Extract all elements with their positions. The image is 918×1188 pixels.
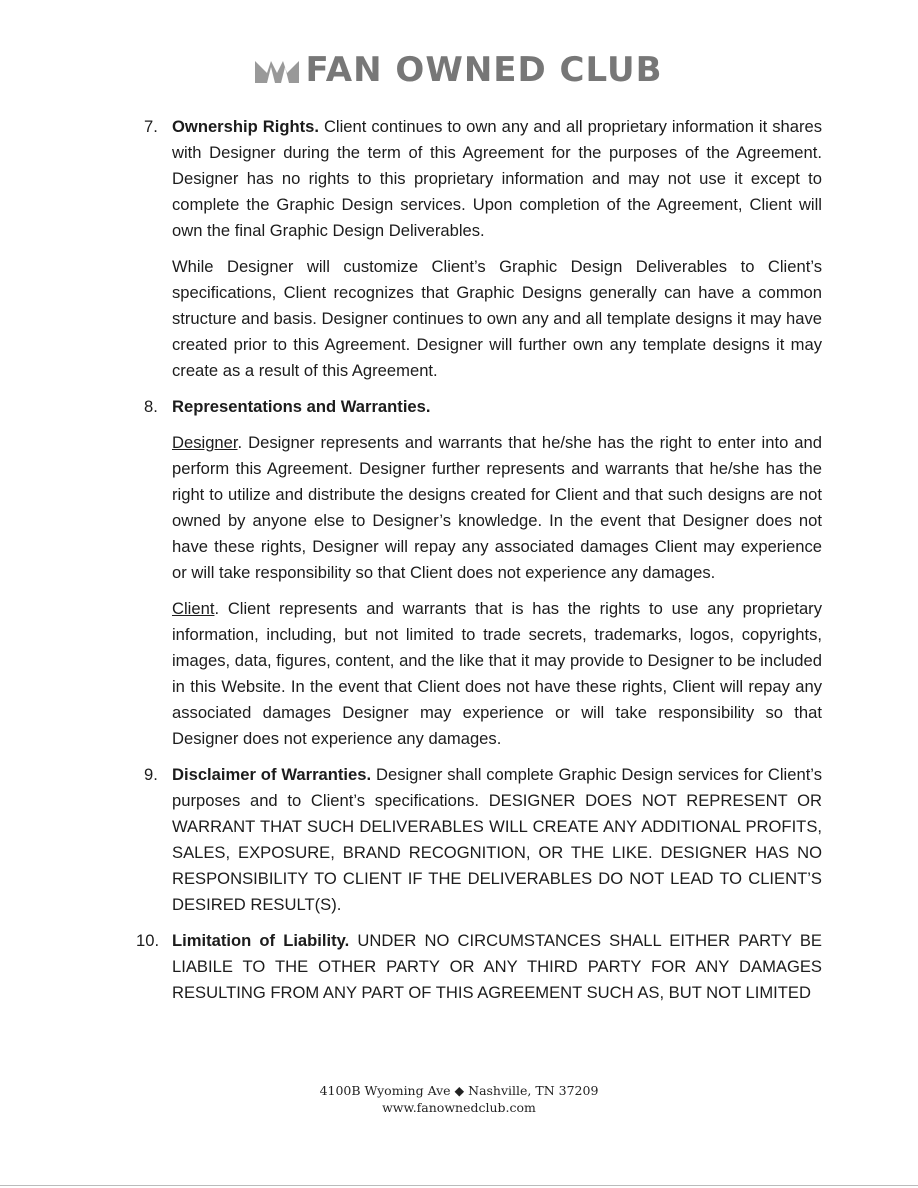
section-disclaimer-warranties <box>144 762 822 918</box>
section-ownership-rights <box>144 114 823 384</box>
subsection-text: . Client represents and warrants that is has the rights to use any proprietary information, including, but not limited to trade secrets, trademarks, logos, copyrights, images, data, figures, content, and the like that it may provide to Designer to be included in this Website. In the event that Client does not have these rights, Client will repay any associated damages Designer may experience or will take responsibility so that Designer does not experience any damages. <box>172 599 822 748</box>
section-heading: Representations and Warranties. <box>172 397 431 416</box>
subsection-label: Client <box>172 599 215 618</box>
subsection-designer <box>172 430 822 586</box>
page-footer <box>0 1082 918 1116</box>
section-heading: Ownership Rights. <box>172 117 319 136</box>
section-text: Client continues to own any and all proprietary information it shares with Designer during the term of this Agreement for the purposes of the Agreement. Designer has no rights to this proprietary information and may not use it except to complete the Graphic Design services. Upon completion of the Agreement, Client will own the final Graphic Design Deliverables. <box>172 117 823 240</box>
subsection-text: . Designer represents and warrants that he/she has the right to enter into and perform this Agreement. Designer further represents and warrants that he/she has the right to utilize and distribute the designs created for Client and that such designs are not owned by anyone else to Designer’s knowledge. In the event that Designer does not have these rights, Designer will repay any associated damages Client may experience or will take responsibility so that Client does not experience any damages. <box>172 433 822 582</box>
section-number: 8. <box>144 397 158 416</box>
section-representations-warranties <box>144 394 822 752</box>
document-body <box>136 114 823 1016</box>
logo-text: FAN OWNED CLUB <box>305 50 663 90</box>
section-paragraph: While Designer will customize Client’s Graphic Design Deliverables to Client’s specifications, Client recognizes that Graphic Designs generally can have a common structure and basis. Designer continues to own any and all template designs it may have created prior to this Agreement. Designer will further own any template designs it may create as a result of this Agreement. <box>172 257 822 380</box>
section-number: 9. <box>144 765 158 784</box>
section-heading: Disclaimer of Warranties. <box>172 765 372 784</box>
footer-website: www.fanownedclub.com <box>382 1100 536 1115</box>
section-heading: Limitation of Liability. <box>172 931 350 950</box>
section-number: 10. <box>136 931 160 950</box>
subsection-label: Designer <box>172 433 238 452</box>
crown-logo-icon <box>255 57 299 83</box>
scan-edge-line <box>0 1185 918 1186</box>
footer-address: 4100B Wyoming Ave ◆ Nashville, TN 37209 <box>319 1083 599 1098</box>
header-logo <box>0 50 918 90</box>
section-text: Designer shall complete Graphic Design services for Client’s purposes and to Client’s specifications. DESIGNER DOES NOT REPRESENT OR WARRANT THAT SUCH DELIVERABLES WILL CREATE ANY ADDITIONAL PROFITS, SALES, EXPOSURE, BRAND RECOGNITION, OR THE LIKE. DESIGNER HAS NO RESPONSIBILITY TO CLIENT IF THE DELIVERABLES DO NOT LEAD TO CLIENT’S DESIRED RESULT(S). <box>172 765 822 914</box>
section-limitation-liability <box>136 928 822 1006</box>
section-number: 7. <box>144 117 158 136</box>
section-text: UNDER NO CIRCUMSTANCES SHALL EITHER PARTY BE LIABILE TO THE OTHER PARTY OR ANY THIRD PARTY FOR ANY DAMAGES RESULTING FROM ANY PART OF THIS AGREEMENT SUCH AS, BUT NOT LIMITED <box>172 931 822 1002</box>
subsection-client <box>172 596 822 752</box>
